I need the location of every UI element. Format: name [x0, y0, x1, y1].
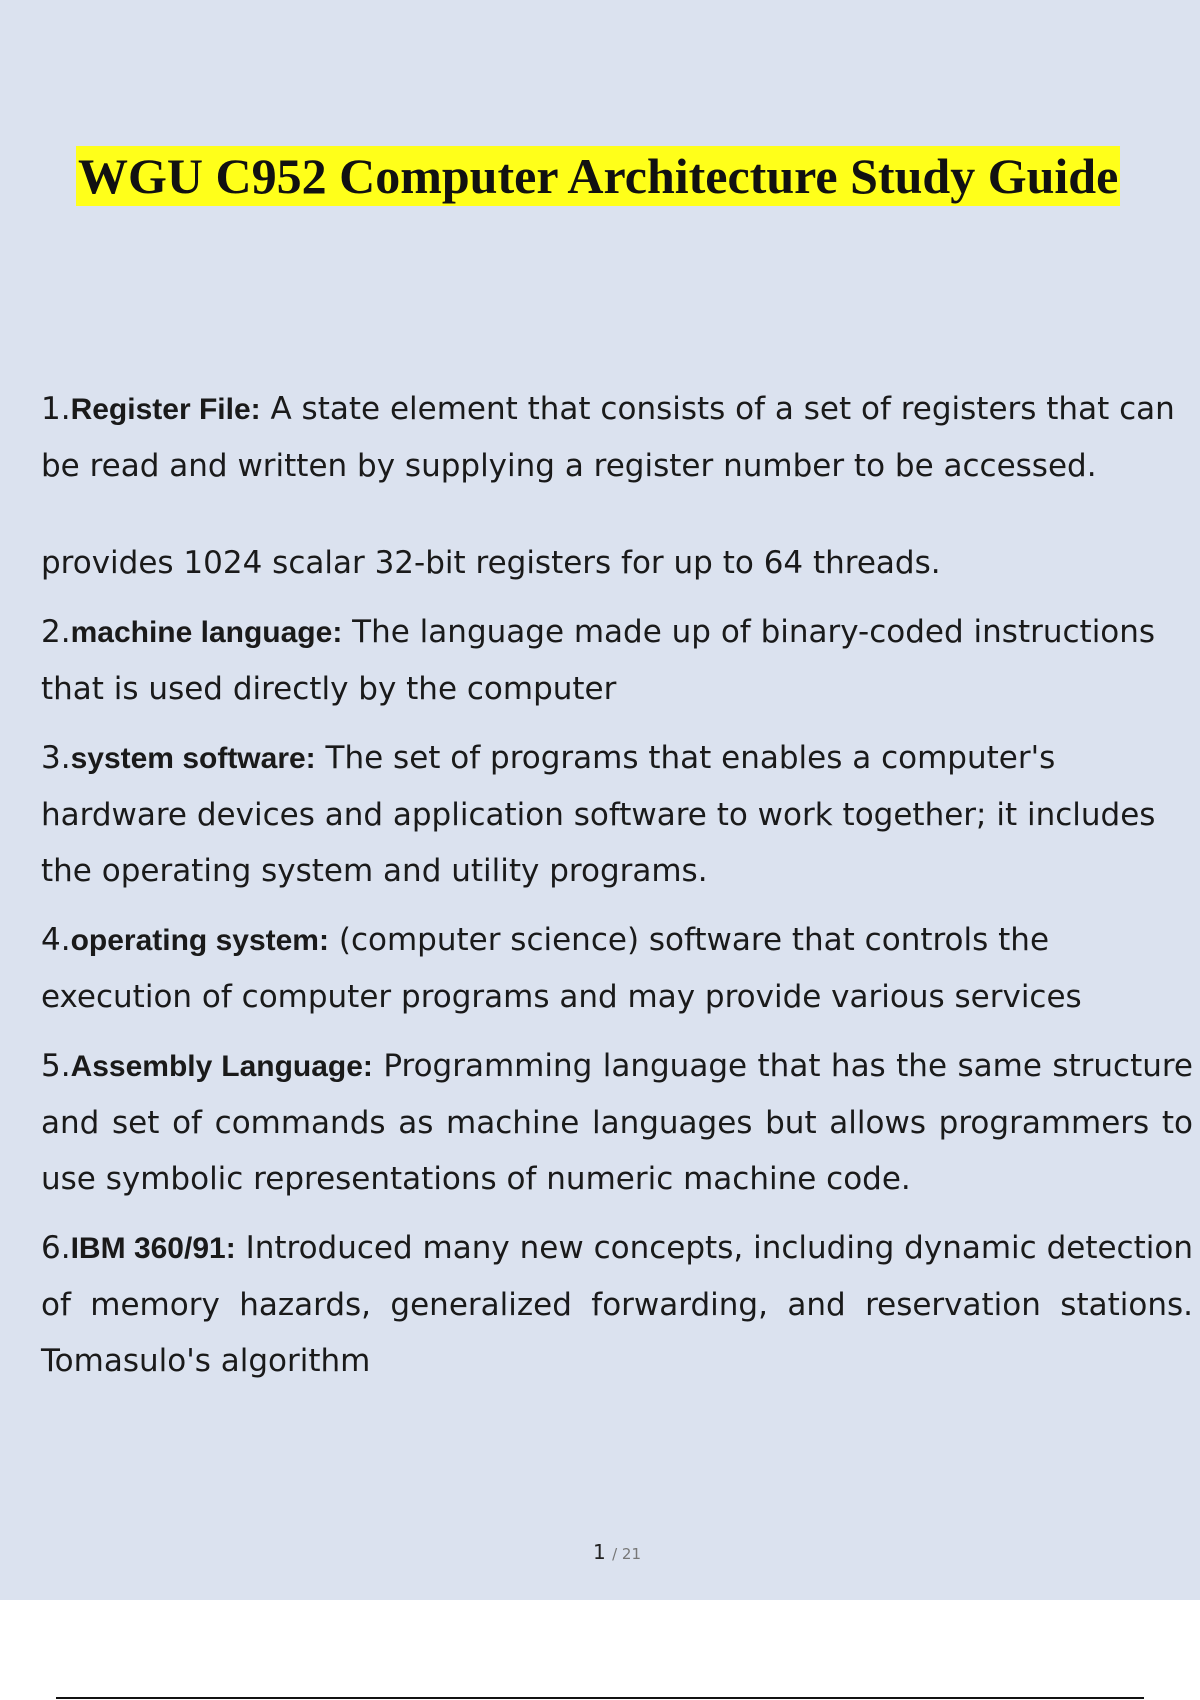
item-definition: The set of programs that enables a computer's hardware devices and application software to work together; it includes the operating system and utility programs. — [41, 740, 1156, 889]
page-indicator — [0, 1540, 1200, 1564]
divider — [56, 1697, 1144, 1699]
extra-note: provides 1024 scalar 32-bit registers for up to 64 threads. — [41, 545, 941, 581]
document-title: WGU C952 Computer Architecture Study Guide — [78, 148, 1119, 204]
item-term: IBM 360/91: — [70, 1232, 236, 1265]
item-definition: The language made up of binary-coded instructions that is used directly by the computer — [41, 614, 1156, 707]
item-term: Register File: — [70, 393, 261, 426]
item-definition: Introduced many new concepts, including dynamic detection of memory hazards, generalized forwarding, and reservation stations. Tomasulo's algorithm — [41, 1230, 1193, 1379]
title-block — [76, 146, 1120, 206]
page-current: 1 — [592, 1540, 606, 1564]
list-item — [41, 730, 1193, 899]
item-number: 3. — [41, 740, 71, 776]
study-guide-content — [41, 381, 1193, 1402]
item-number: 1. — [41, 391, 71, 427]
item-number: 4. — [41, 922, 71, 958]
item-number: 5. — [41, 1048, 71, 1084]
item-term: machine language: — [70, 616, 343, 649]
list-item — [41, 1038, 1193, 1207]
item-number: 2. — [41, 614, 71, 650]
list-item — [41, 381, 1193, 494]
page-total: / 21 — [612, 1545, 641, 1563]
list-item — [41, 604, 1193, 717]
list-item — [41, 1220, 1193, 1389]
item-definition: Programming language that has the same structure and set of commands as machine languages but allows programmers to use symbolic representations of numeric machine code. — [41, 1048, 1194, 1197]
list-item — [41, 912, 1193, 1025]
item-term: system software: — [70, 742, 316, 775]
item-number: 6. — [41, 1230, 71, 1266]
item-term: Assembly Language: — [70, 1050, 373, 1083]
item-term: operating system: — [70, 924, 329, 957]
item-definition: A state element that consists of a set of registers that can be read and written by supplying a register number to be accessed. — [41, 391, 1175, 484]
item-definition: (computer science) software that controls the execution of computer programs and may provide various services — [41, 922, 1082, 1015]
